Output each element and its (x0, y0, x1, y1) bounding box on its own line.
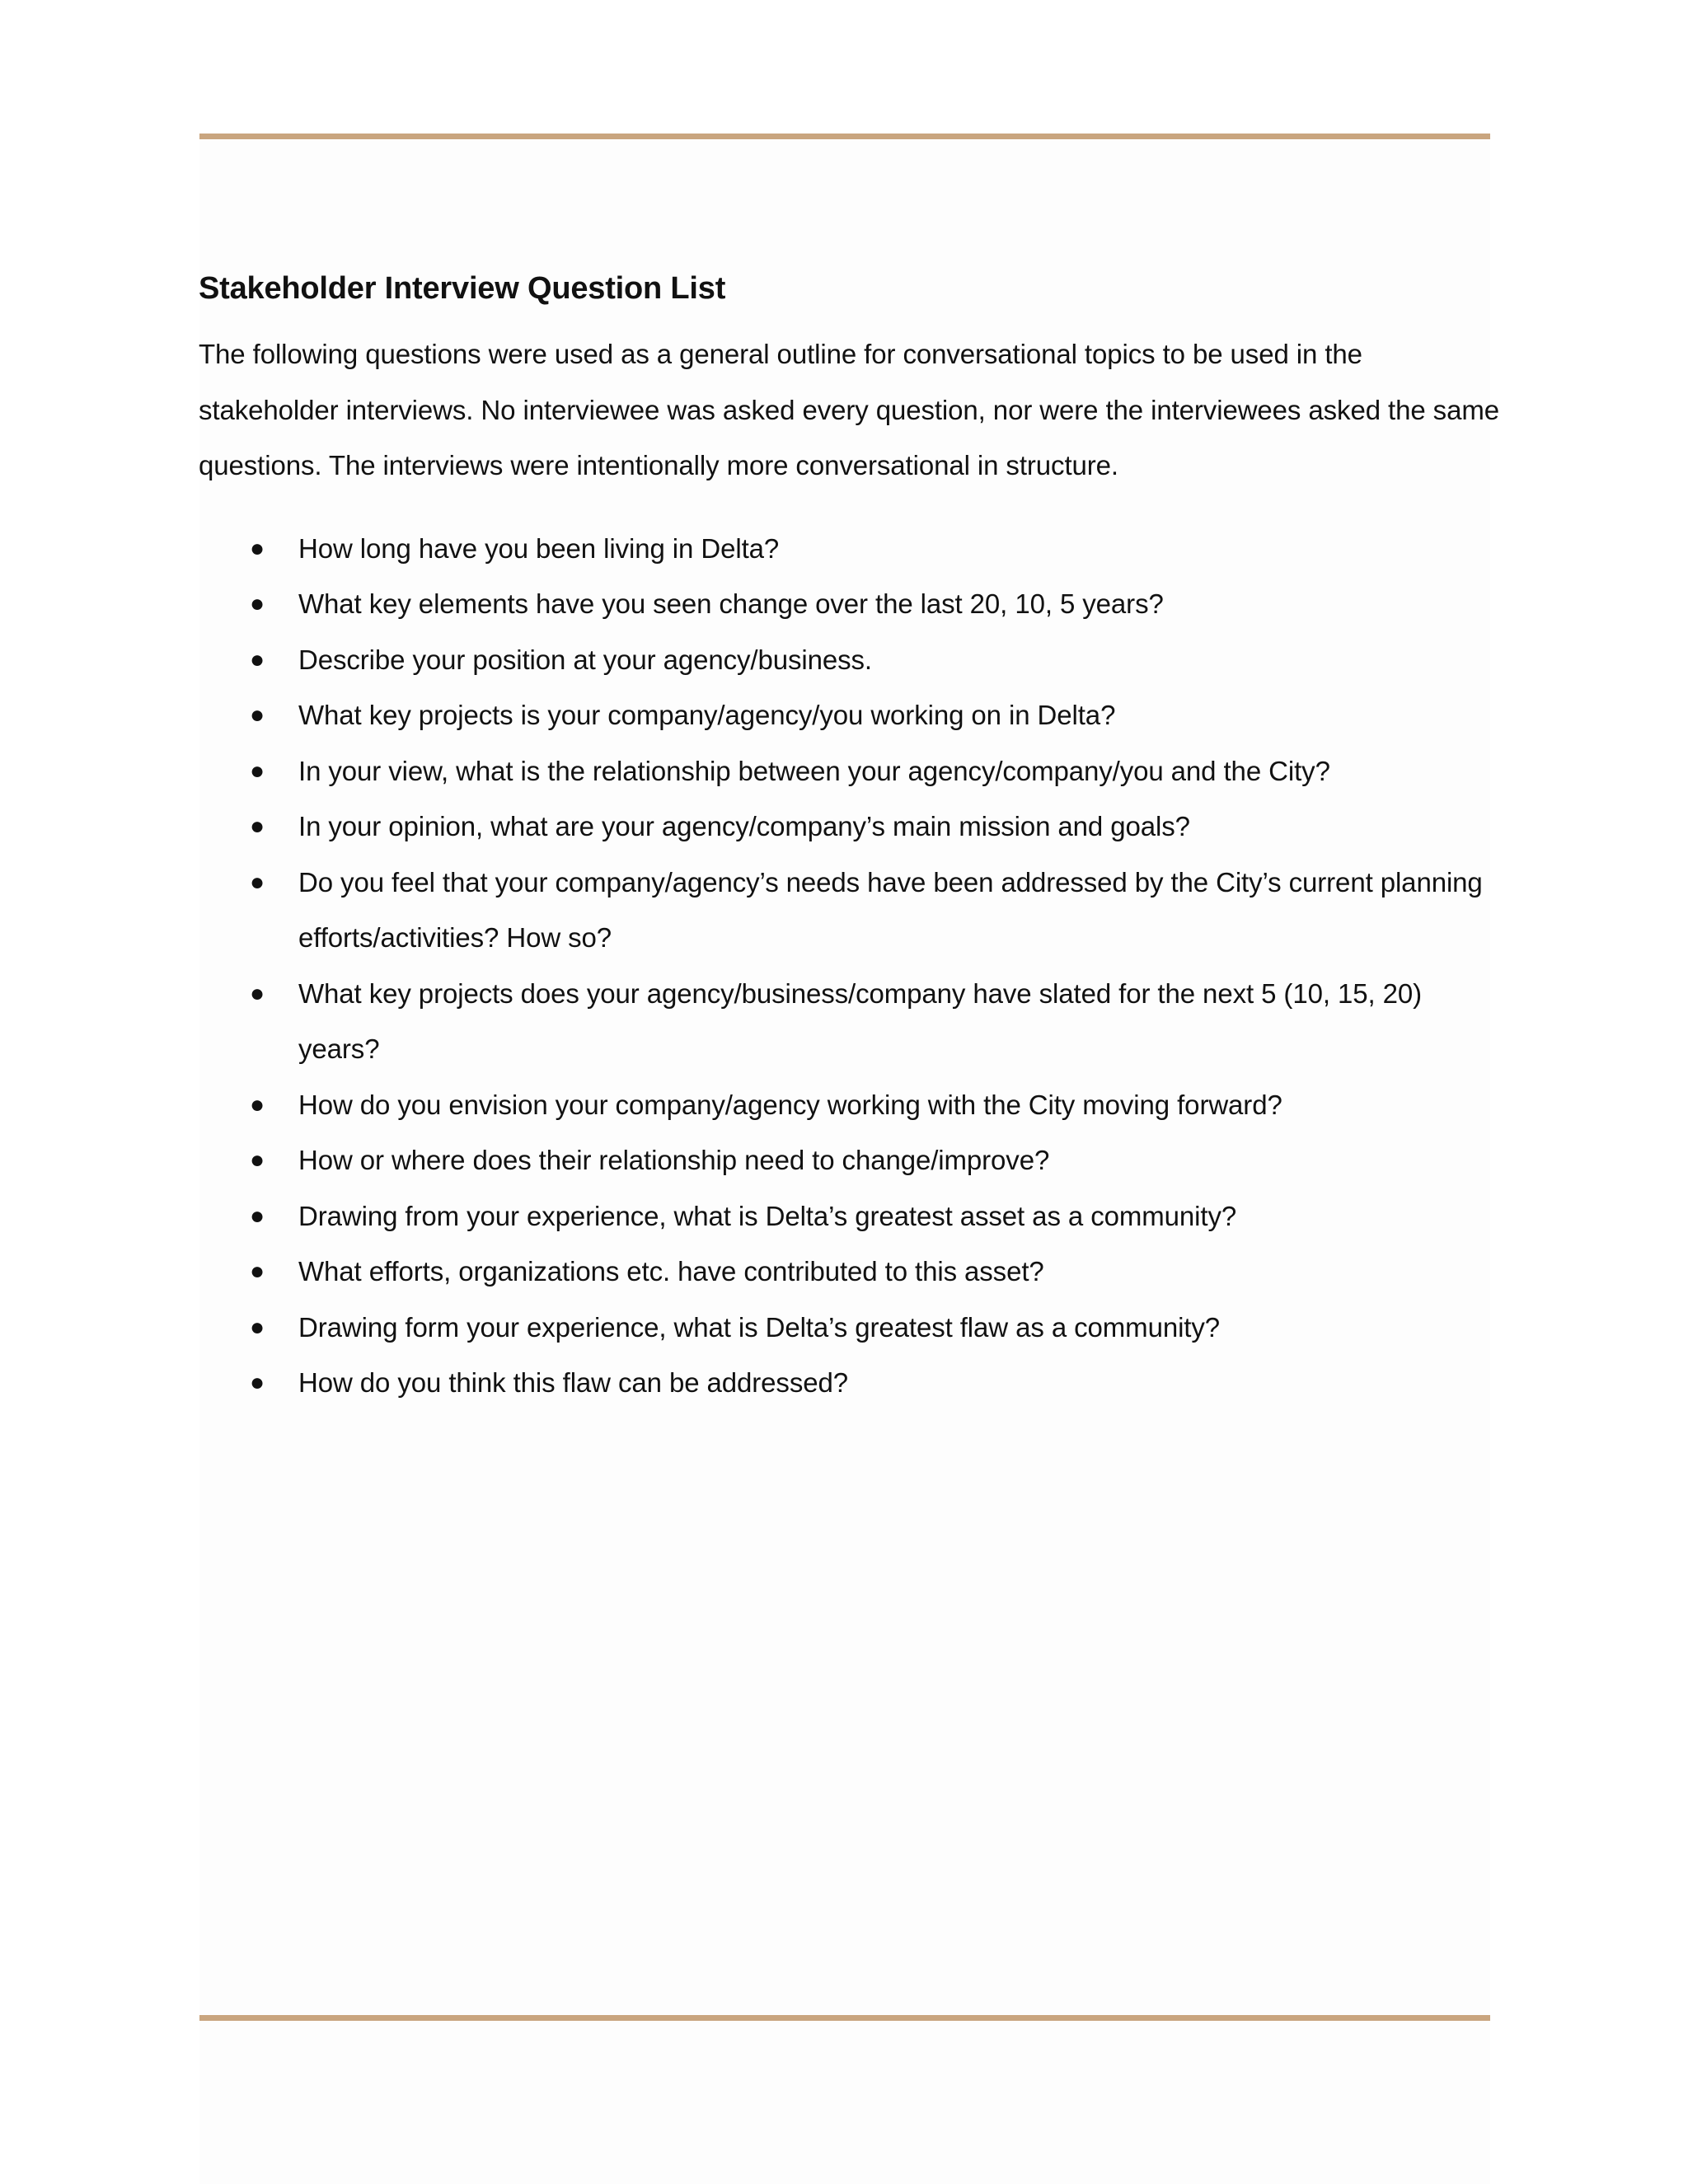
bullet-icon: ● (250, 979, 265, 1007)
document-content (199, 262, 1501, 1411)
list-item (199, 632, 1510, 688)
list-item (199, 1355, 1510, 1411)
top-rule-divider (199, 134, 1490, 139)
question-text: In your opinion, what are your agency/company’s main mission and goals? (298, 811, 1190, 841)
intro-paragraph: The following questions were used as a general outline for conversational topics to be used in the stakeholder interviews. No interviewee was asked every question, nor were the interviewees asked the same questions. The interviews were intentionally more conversational in structure. (199, 339, 1499, 480)
bullet-icon: ● (250, 813, 265, 840)
question-text: How long have you been living in Delta? (298, 532, 780, 564)
list-item (199, 576, 1510, 632)
list-item (199, 1132, 1510, 1188)
list-item (199, 855, 1510, 966)
question-text: Describe your position at your agency/business. (298, 644, 873, 675)
bullet-icon: ● (250, 757, 265, 785)
bullet-icon: ● (250, 1202, 265, 1230)
list-item (199, 966, 1510, 1077)
question-text: What key elements have you seen change over the last 20, 10, 5 years? (298, 588, 1164, 619)
bullet-icon: ● (250, 1090, 265, 1118)
bullet-icon: ● (250, 1146, 265, 1174)
list-item (199, 1300, 1510, 1356)
list-item (199, 743, 1510, 799)
bullet-icon: ● (250, 645, 265, 673)
question-text: What efforts, organizations etc. have contributed to this asset? (298, 1256, 1044, 1286)
list-item (199, 1188, 1510, 1244)
question-text: How or where does their relationship need to change/improve? (298, 1145, 1050, 1175)
bullet-icon: ● (250, 534, 265, 562)
question-text: Do you feel that your company/agency’s needs have been addressed by the City’s current planning efforts/activities? How so? (298, 866, 1483, 953)
list-item (199, 799, 1510, 855)
list-item (199, 1077, 1510, 1133)
bullet-icon: ● (250, 1369, 265, 1396)
question-text: In your view, what is the relationship between your agency/company/you and the City? (298, 755, 1330, 786)
bottom-rule-divider (199, 2015, 1490, 2021)
page-title: Stakeholder Interview Question List (199, 271, 726, 306)
bullet-icon: ● (250, 1258, 265, 1285)
list-item (199, 521, 1510, 577)
list-item (199, 1244, 1510, 1300)
question-text: What key projects does your agency/business/company have slated for the next 5 (10, 15, 20) years? (298, 977, 1422, 1064)
bullet-icon: ● (250, 701, 265, 729)
question-text: How do you envision your company/agency working with the City moving forward? (298, 1089, 1282, 1120)
question-text: What key projects is your company/agency/you working on in Delta? (298, 700, 1116, 730)
bullet-icon: ● (250, 1313, 265, 1341)
list-item (199, 687, 1510, 743)
question-text: Drawing from your experience, what is Delta’s greatest asset as a community? (298, 1200, 1237, 1231)
bullet-icon: ● (250, 590, 265, 617)
question-text: How do you think this flaw can be addressed? (298, 1367, 848, 1398)
question-text: Drawing form your experience, what is Delta’s greatest flaw as a community? (298, 1311, 1221, 1343)
question-list (199, 521, 1501, 1411)
bullet-icon: ● (250, 868, 265, 896)
